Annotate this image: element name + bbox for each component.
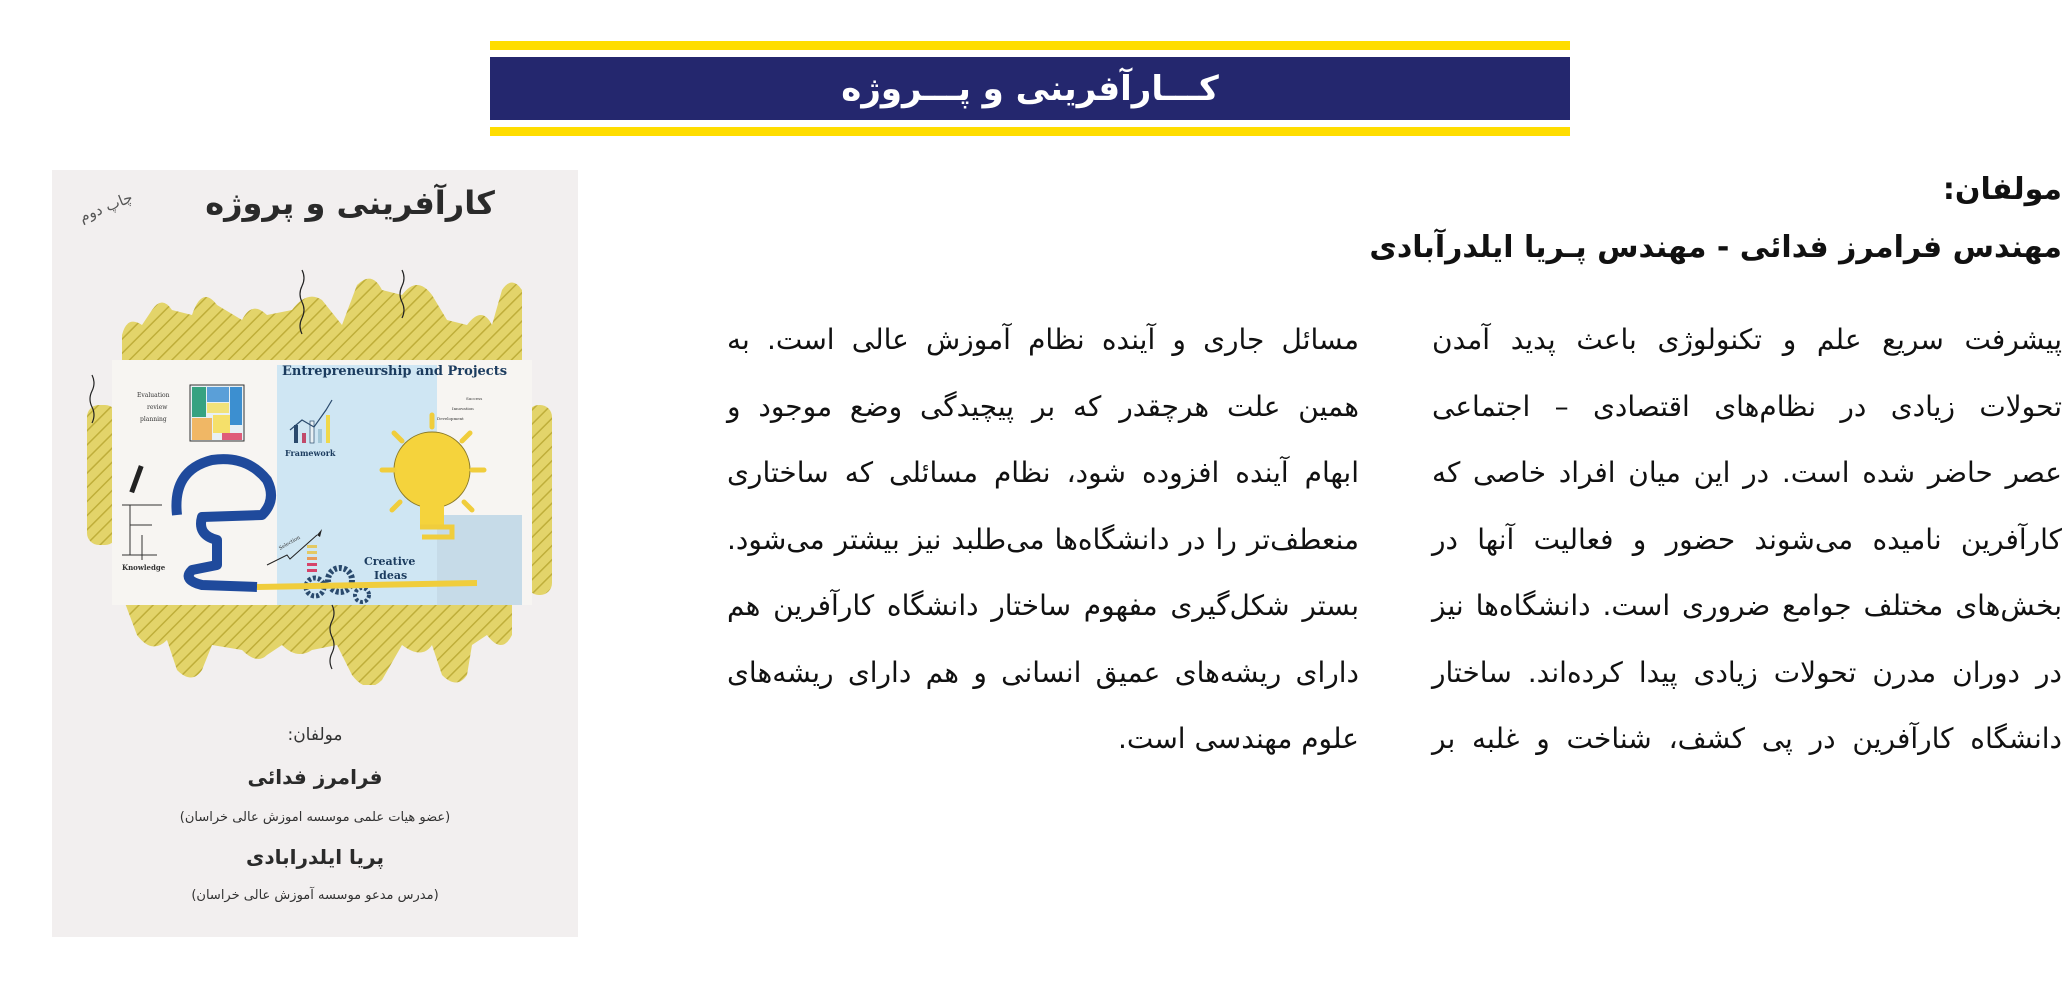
text-line: بخش‌های مختلف جوامع ضروری است. دانشگاه‌ها نیز [1432, 589, 2062, 622]
text-line: منعطف‌تر را در دانشگاه‌ها می‌طلبد نیز بیشتر می‌شود. [727, 522, 1359, 556]
authors-label: مولفان: [1942, 172, 2062, 207]
cover-title: کارآفرینی و پروژه [205, 184, 495, 222]
svg-text:Creative: Creative [364, 555, 416, 568]
banner-stripe-bottom [490, 127, 1570, 136]
svg-text:Innovation: Innovation [452, 406, 474, 411]
svg-text:Success: Success [466, 396, 483, 401]
text-line: تحولات زیادی در نظام‌های اقتصادی – اجتماعی [1432, 389, 2062, 423]
cover-author-1: فرامرز فدائی [247, 765, 383, 789]
svg-text:Knowledge: Knowledge [122, 563, 166, 572]
text-line: دانشگاه کارآفرین در پی کشف، شناخت و غلبه بر [1432, 722, 2062, 755]
cover-author-1-affiliation: (عضو هیات علمی موسسه اموزش عالی خراسان) [179, 810, 451, 825]
cover-author-2: پریا ایلدرابادی [246, 845, 384, 869]
text-line: بستر شکل‌گیری مفهوم ساختار دانشگاه کارآفرین هم [727, 589, 1359, 622]
svg-text:review: review [147, 404, 168, 411]
cover-author-2-affiliation: (مدرس مدعو موسسه آموزش عالی خراسان) [191, 888, 439, 903]
banner-stripe-top [490, 41, 1570, 50]
cover-art-heading: Entrepreneurship and Projects [282, 364, 508, 379]
text-line: علوم مهندسی است. [1117, 722, 1359, 755]
svg-text:planning: planning [140, 416, 167, 423]
text-line: ابهام آینده افزوده شود، نظام مسائلی که ساختاری [727, 456, 1359, 489]
page-title: کـــارآفرینی و پـــروژه [841, 68, 1219, 109]
svg-text:Development: Development [437, 416, 464, 421]
cover-edition: چاپ دوم [76, 188, 136, 226]
page-title-banner [490, 57, 1570, 120]
text-line: در دوران مدرن تحولات زیادی پیدا کرده‌اند. ساختار [1432, 655, 2062, 689]
text-line: دارای ریشه‌های عمیق انسانی و هم دارای ریشه‌های [727, 655, 1359, 689]
text-line: عصر حاضر شده است. در این میان افراد خاصی که [1432, 456, 2062, 489]
svg-text:Selection: Selection [278, 534, 302, 552]
text-line: مسائل جاری و آینده نظام آموزش عالی است. به [727, 323, 1359, 356]
text-line: کارآفرین نامیده می‌شوند حضور و فعالیت آنها در [1432, 522, 2062, 556]
book-cover-image [52, 170, 578, 937]
text-line: پیشرفت سریع علم و تکنولوژی باعث پدید آمدن [1432, 323, 2062, 356]
authors-names: مهندس فرامرز فدائی - مهندس پـریا ایلدرآبادی [1369, 230, 2062, 265]
body-column-middle [727, 307, 1359, 773]
svg-text:Ideas: Ideas [374, 569, 408, 582]
svg-text:Framework: Framework [285, 448, 336, 458]
text-line: همین علت هرچقدر که بر پیچیدگی وضع موجود و [727, 389, 1359, 423]
cover-illustration [82, 265, 552, 685]
cover-authors-label: مولفان: [287, 725, 343, 745]
body-column-right [1432, 307, 2062, 773]
svg-text:Evaluation: Evaluation [137, 392, 170, 399]
